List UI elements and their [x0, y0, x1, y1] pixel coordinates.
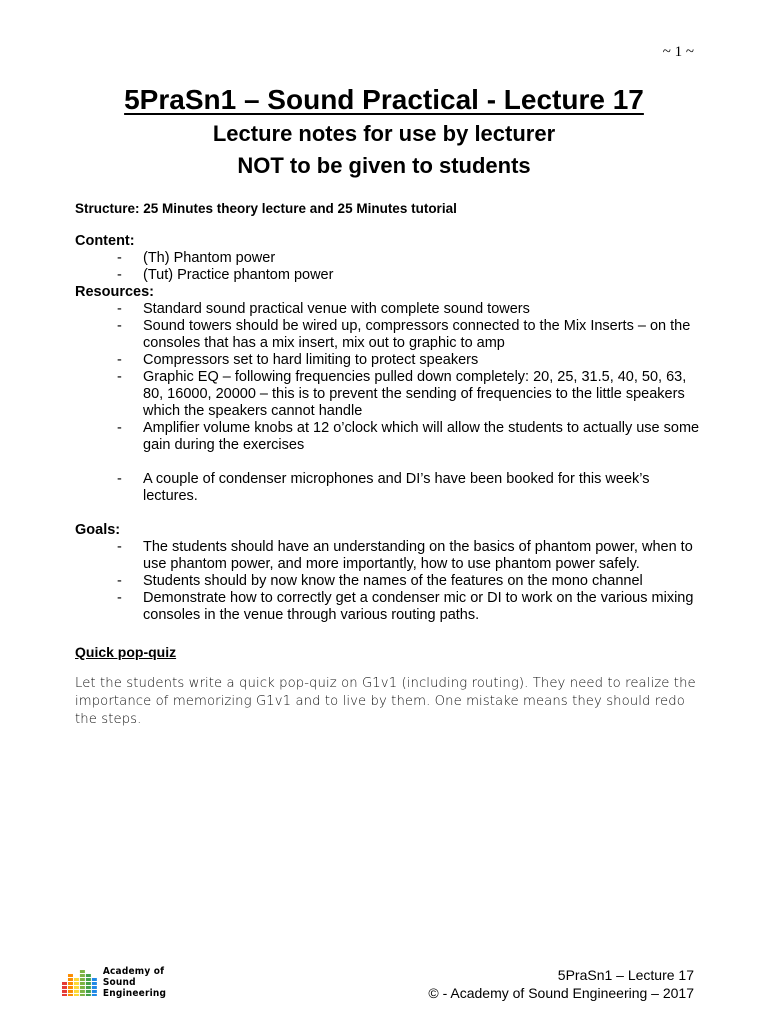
- list-item: - Amplifier volume knobs at 12 o’clock which will allow the students to actually use some gain during the exercises: [117, 420, 700, 454]
- document-subtitle-2: NOT to be given to students: [237, 153, 531, 178]
- list-item: - A couple of condenser microphones and DI’s have been booked for this week’s lectures.: [117, 471, 700, 505]
- list-item: - Standard sound practical venue with complete sound towers: [117, 301, 700, 318]
- logo-bar-segment: [86, 978, 91, 981]
- logo-bar-segment: [68, 990, 73, 993]
- quiz-text: Let the students write a quick pop-quiz on G1v1 (including routing). They need to realize the importance of memorizing G1v1 and to live by them. One mistake means they should redo the steps.: [75, 676, 696, 727]
- list-item: - Sound towers should be wired up, compressors connected to the Mix Inserts – on the consoles that has a mix insert, mix out to graphic to amp: [117, 318, 700, 352]
- academy-logo: [62, 966, 202, 998]
- logo-bar-segment: [92, 978, 97, 981]
- logo-bar-segment: [68, 986, 73, 989]
- equalizer-logo-icon: [62, 968, 98, 996]
- content-heading: Content:: [75, 233, 135, 249]
- logo-bar-segment: [80, 986, 85, 989]
- logo-bar-segment: [74, 982, 79, 985]
- resources-list: [75, 301, 700, 505]
- logo-line-1: Academy of: [102, 965, 165, 977]
- logo-bar-segment: [86, 986, 91, 989]
- logo-bar-segment: [68, 974, 73, 977]
- page-number: ~ 1 ~: [662, 44, 694, 60]
- quiz-heading: Quick pop-quiz: [75, 644, 177, 660]
- list-item: - (Th) Phantom power: [117, 250, 700, 267]
- logo-bar-segment: [74, 994, 79, 996]
- spacer: [75, 661, 700, 675]
- logo-bar-segment: [92, 994, 97, 996]
- document-title: 5PraSn1 – Sound Practical - Lecture 17: [124, 84, 644, 115]
- spacer: [75, 624, 700, 644]
- logo-bar-segment: [80, 978, 85, 981]
- logo-bar-segment: [80, 982, 85, 985]
- logo-bar-segment: [86, 994, 91, 996]
- resources-heading: Resources:: [75, 284, 154, 300]
- logo-bar-segment: [92, 990, 97, 993]
- structure-line: Structure: 25 Minutes theory lecture and 25 Minutes tutorial: [75, 201, 457, 216]
- goals-list: [75, 539, 700, 624]
- logo-bar-segment: [68, 982, 73, 985]
- spacer: [75, 505, 700, 522]
- logo-bar-segment: [92, 986, 97, 989]
- logo-bar-segment: [62, 982, 67, 985]
- logo-bar-segment: [62, 990, 67, 993]
- content-list: [75, 250, 700, 284]
- logo-bar-segment: [68, 994, 73, 996]
- logo-bar-segment: [80, 990, 85, 993]
- document-body: [75, 200, 700, 729]
- logo-bar-segment: [74, 990, 79, 993]
- logo-bar-segment: [80, 974, 85, 977]
- list-item: - Compressors set to hard limiting to protect speakers: [117, 352, 700, 369]
- list-item: - The students should have an understanding on the basics of phantom power, when to use phantom power, and more importantly, how to use phantom power safely.: [117, 539, 700, 573]
- logo-bar-segment: [86, 982, 91, 985]
- document-subtitle-1: Lecture notes for use by lecturer: [212, 121, 556, 146]
- list-item: - Demonstrate how to correctly get a condenser mic or DI to work on the various mixing consoles in the venue through various routing paths.: [117, 590, 700, 624]
- logo-bar-segment: [74, 986, 79, 989]
- logo-bar-segment: [62, 994, 67, 996]
- page-footer: [428, 966, 694, 1002]
- list-item: - Graphic EQ – following frequencies pulled down completely: 20, 25, 31.5, 40, 50, 63, 80, 16000, 20000 – this is to prevent the sending of frequencies to the little speakers which the speakers cannot handle: [117, 369, 700, 420]
- logo-bar-segment: [80, 994, 85, 996]
- list-item: - (Tut) Practice phantom power: [117, 267, 700, 284]
- logo-bar-segment: [80, 970, 85, 973]
- footer-line-2: © - Academy of Sound Engineering – 2017: [428, 985, 694, 1001]
- logo-line-2: Sound Engineering: [102, 976, 167, 999]
- logo-text: [103, 966, 202, 999]
- logo-bar-segment: [62, 986, 67, 989]
- logo-bar-segment: [86, 974, 91, 977]
- footer-line-1: 5PraSn1 – Lecture 17: [557, 967, 694, 983]
- list-item: - Students should by now know the names of the features on the mono channel: [117, 573, 700, 590]
- logo-bar-segment: [74, 978, 79, 981]
- goals-heading: Goals:: [75, 522, 121, 538]
- logo-bar-segment: [92, 982, 97, 985]
- logo-bar-segment: [68, 978, 73, 981]
- logo-bar-segment: [86, 990, 91, 993]
